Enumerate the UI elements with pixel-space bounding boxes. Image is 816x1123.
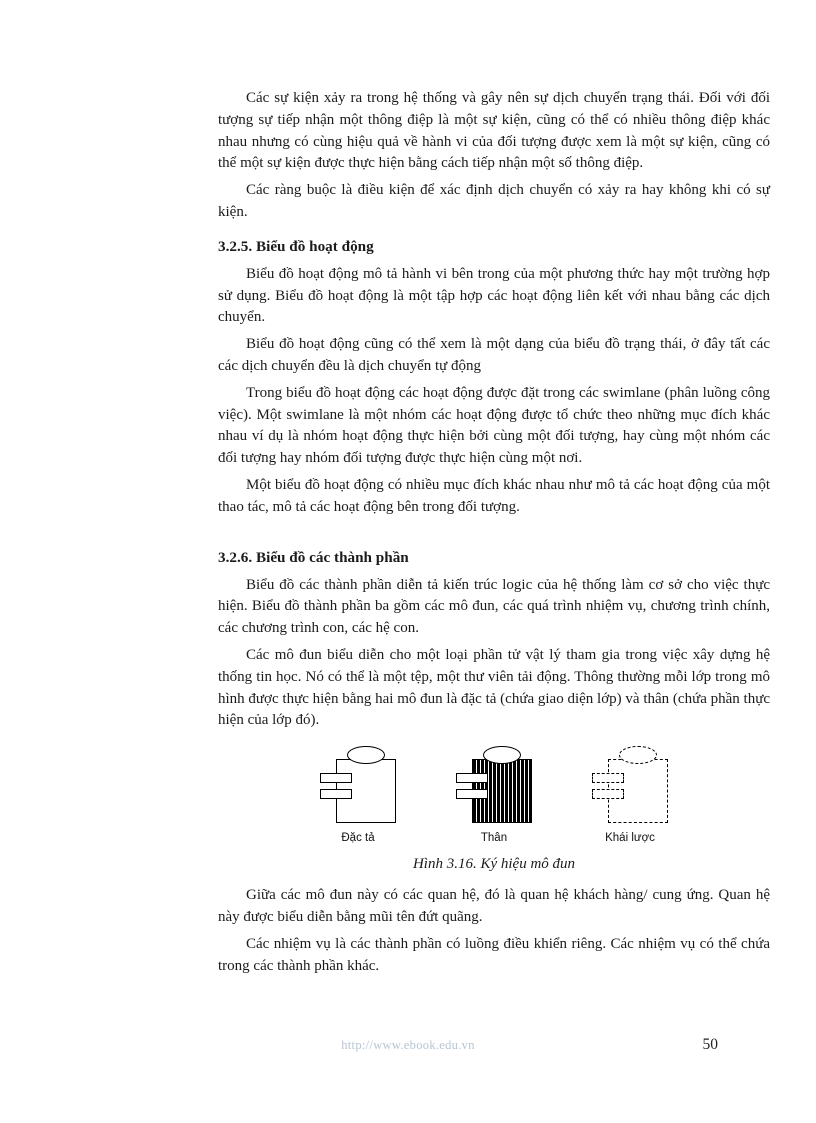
page-number: 50 xyxy=(702,1036,718,1053)
figure-caption: Hình 3.16. Ký hiệu mô đun xyxy=(412,856,576,873)
paragraph-constraints: Các ràng buộc là điều kiện để xác định dịch chuyển có xảy ra hay không khi có sự kiện. xyxy=(218,182,770,220)
module-ellipse-icon xyxy=(483,746,521,764)
module-symbol-spec xyxy=(308,746,408,844)
module-symbol-body xyxy=(444,746,544,844)
module-ellipse-icon xyxy=(347,746,385,764)
page-footer xyxy=(0,1038,816,1062)
module-spec-label: Đặc tả xyxy=(341,832,375,845)
section-heading-3-2-6: 3.2.6. Biểu đồ các thành phần xyxy=(218,548,409,566)
paragraph-component-3: Giữa các mô đun này có các quan hệ, đó là quan hệ khách hàng/ cung ứng. Quan hệ này được biểu diễn bằng mũi tên đứt quãng. xyxy=(218,887,770,925)
module-tab-icon xyxy=(320,789,352,799)
module-tab-icon xyxy=(456,773,488,783)
module-generic-shape xyxy=(580,746,680,826)
module-spec-shape xyxy=(308,746,408,826)
paragraph-component-1: Biểu đồ các thành phần diễn tả kiến trúc logic của hệ thống làm cơ sở cho việc thực hiện. Biểu đồ thành phần ba gồm các mô đun, các quá trình nhiệm vụ, chương trình chính, các chương trình con, các hệ con. xyxy=(218,576,770,637)
section-heading-3-2-5: 3.2.5. Biểu đồ hoạt động xyxy=(218,237,374,255)
module-tab-icon xyxy=(456,789,488,799)
paragraph-activity-4: Một biểu đồ hoạt động có nhiều mục đích khác nhau như mô tả các hoạt động của một thao tác, mô tả các hoạt động bên trong đối tượng. xyxy=(218,476,770,515)
paragraph-activity-1: Biểu đồ hoạt động mô tả hành vi bên trong của một phương thức hay một trường hợp sử dụng. Biểu đồ hoạt động là một tập hợp các hoạt động liên kết với nhau bằng các dịch chuyển. xyxy=(218,265,770,326)
footer-url-link[interactable]: http://www.ebook.edu.vn xyxy=(341,1038,475,1052)
module-tab-icon xyxy=(320,773,352,783)
paragraph-component-4: Các nhiệm vụ là các thành phần có luồng điều khiển riêng. Các nhiệm vụ có thể chứa trong các thành phần khác. xyxy=(218,935,770,974)
module-symbol-generic xyxy=(580,746,680,844)
module-generic-label: Khái lược xyxy=(605,832,655,845)
module-body-label: Thân xyxy=(480,832,508,845)
paragraph-activity-3: Trong biểu đồ hoạt động các hoạt động được đặt trong các swimlane (phân luồng công việc). Một swimlane là một nhóm các hoạt động được tổ chức theo những mục đích khác nhau ví dụ là nhóm hoạt động thực hiện bởi cùng một đối tượng, hay cùng một nhóm các đối tượng hay nhóm đối tượng được thực hiện cùng một nơi. xyxy=(218,384,770,467)
paragraph-activity-2: Biểu đồ hoạt động cũng có thể xem là một dạng của biểu đồ trạng thái, ở đây tất các các dịch chuyển đều là dịch chuyển tự động xyxy=(218,336,770,374)
page-body xyxy=(218,88,770,982)
module-tab-icon xyxy=(592,773,624,783)
paragraph-events: Các sự kiện xảy ra trong hệ thống và gây nên sự dịch chuyển trạng thái. Đối với đối tượng sự tiếp nhận một thông điệp là một sự kiện, cũng có thể có nhiều thông điệp khác nhau nhưng có cùng hiệu quả về hành vi của đối tượng được xem là một sự kiện, cũng có thể một sự kiện được thực hiện bằng cách tiếp nhận một số thông điệp. xyxy=(218,90,770,172)
figure-module-notation xyxy=(218,746,770,873)
paragraph-component-2: Các mô đun biểu diễn cho một loại phần tử vật lý tham gia trong việc xây dựng hệ thống tin học. Nó có thể là một tệp, một thư viên tải động. Thông thường mỗi lớp trong mô hình được thực hiện bằng hai mô đun là đặc tả (chứa giao diện lớp) và thân (chứa phần thực hiện của lớp đó). xyxy=(218,646,770,729)
module-tab-icon xyxy=(592,789,624,799)
module-symbols-row xyxy=(218,746,770,844)
module-body-shape xyxy=(444,746,544,826)
module-ellipse-icon xyxy=(619,746,657,764)
